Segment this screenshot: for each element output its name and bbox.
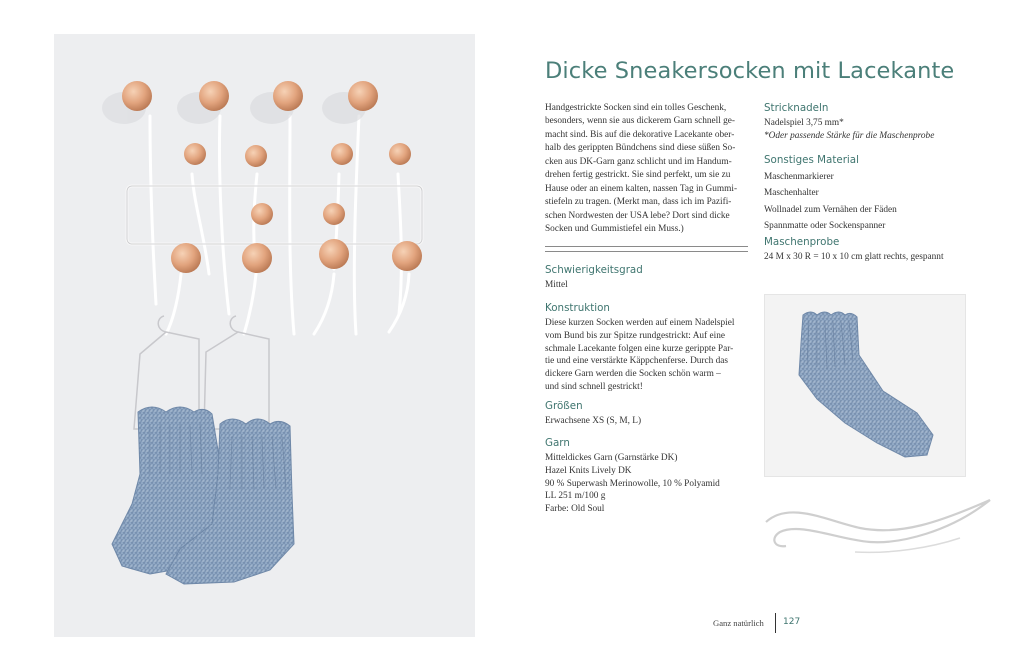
intro-line: halb des gerippten Bündchens sind diese süßen So- bbox=[545, 143, 736, 154]
difficulty-heading: Schwierigkeitsgrad bbox=[545, 264, 643, 276]
construction-line: Diese kurzen Socken werden auf einem Nadelspiel bbox=[545, 318, 735, 328]
footer-chapter: Ganz natürlich bbox=[713, 618, 764, 628]
needles-section bbox=[764, 102, 974, 143]
intro-paragraph bbox=[545, 102, 748, 237]
intro-line: macht sind. Bis auf die dekorative Lacekante ober- bbox=[545, 129, 735, 140]
needles-note: *Oder passende Stärke für die Maschenprobe bbox=[764, 130, 935, 141]
yarn-line: Mitteldickes Garn (Garnstärke DK) bbox=[545, 453, 678, 463]
page-number: 127 bbox=[783, 617, 801, 627]
sizes-heading: Größen bbox=[545, 400, 583, 412]
decorative-swirl bbox=[760, 492, 1000, 562]
yarn-line: 90 % Superwash Merinowolle, 10 % Polyamid bbox=[545, 478, 720, 489]
gauge-heading: Maschenprobe bbox=[764, 236, 840, 248]
intro-line: Socken und Gummistiefel ein Muss.) bbox=[545, 224, 684, 235]
intro-line: besonders, wenn sie aus dickerem Garn schnell ge- bbox=[545, 116, 736, 127]
materials-section bbox=[764, 154, 974, 235]
intro-line: schen Nordwesten der USA lebe? Dort sind dicke bbox=[545, 210, 730, 221]
materials-heading: Sonstiges Material bbox=[764, 154, 859, 166]
materials-item: Maschenmarkierer bbox=[764, 172, 834, 182]
yarn-section bbox=[545, 437, 750, 516]
intro-line: Handgestrickte Socken sind ein tolles Geschenk, bbox=[545, 103, 727, 113]
difficulty-value: Mittel bbox=[545, 280, 568, 290]
gauge-section bbox=[764, 236, 979, 264]
materials-item: Spannmatte oder Sockenspanner bbox=[764, 221, 886, 232]
construction-line: vom Bund bis zur Spitze rundgestrickt: Auf eine bbox=[545, 330, 725, 341]
needles-heading: Stricknadeln bbox=[764, 102, 829, 114]
yarn-line: Farbe: Old Soul bbox=[545, 504, 605, 515]
gauge-value: 24 M x 30 R = 10 x 10 cm glatt rechts, gespannt bbox=[764, 252, 944, 262]
sizes-value: Erwachsene XS (S, M, L) bbox=[545, 416, 642, 426]
page-title: Dicke Sneakersocken mit Lacekante bbox=[545, 58, 955, 84]
materials-item: Maschenhalter bbox=[764, 188, 819, 199]
sock-photo bbox=[764, 294, 966, 477]
sizes-section bbox=[545, 400, 750, 428]
yarn-line: LL 251 m/100 g bbox=[545, 491, 606, 502]
yarn-line: Hazel Knits Lively DK bbox=[545, 465, 632, 476]
difficulty-section bbox=[545, 264, 750, 292]
construction-line: dickere Garn werden die Socken schön warm – bbox=[545, 369, 721, 380]
section-divider bbox=[545, 246, 748, 252]
construction-heading: Konstruktion bbox=[545, 302, 610, 314]
construction-section bbox=[545, 302, 750, 394]
intro-line: cken aus DK-Garn ganz schlicht und im Handum- bbox=[545, 156, 732, 167]
materials-item: Wollnadel zum Vernähen der Fäden bbox=[764, 204, 897, 215]
construction-line: und sind schnell gestrickt! bbox=[545, 381, 643, 392]
yarn-heading: Garn bbox=[545, 437, 570, 449]
footer-divider bbox=[775, 613, 776, 633]
coat-rack-photo bbox=[54, 34, 475, 637]
construction-line: schmale Lacekante folgen eine kurze gerippte Par- bbox=[545, 343, 734, 354]
intro-line: stiefeln zu tragen. (Merkt man, dass ich im Pazifi- bbox=[545, 197, 732, 208]
construction-line: tie und eine verstärkte Käppchenferse. Durch das bbox=[545, 356, 729, 367]
intro-line: Hause oder an einem kalten, nassen Tag in Gummi- bbox=[545, 183, 738, 194]
needles-value: Nadelspiel 3,75 mm* bbox=[764, 118, 844, 128]
intro-line: drehen fertig gestrickt. Sie sind perfekt, um sie zu bbox=[545, 170, 731, 181]
